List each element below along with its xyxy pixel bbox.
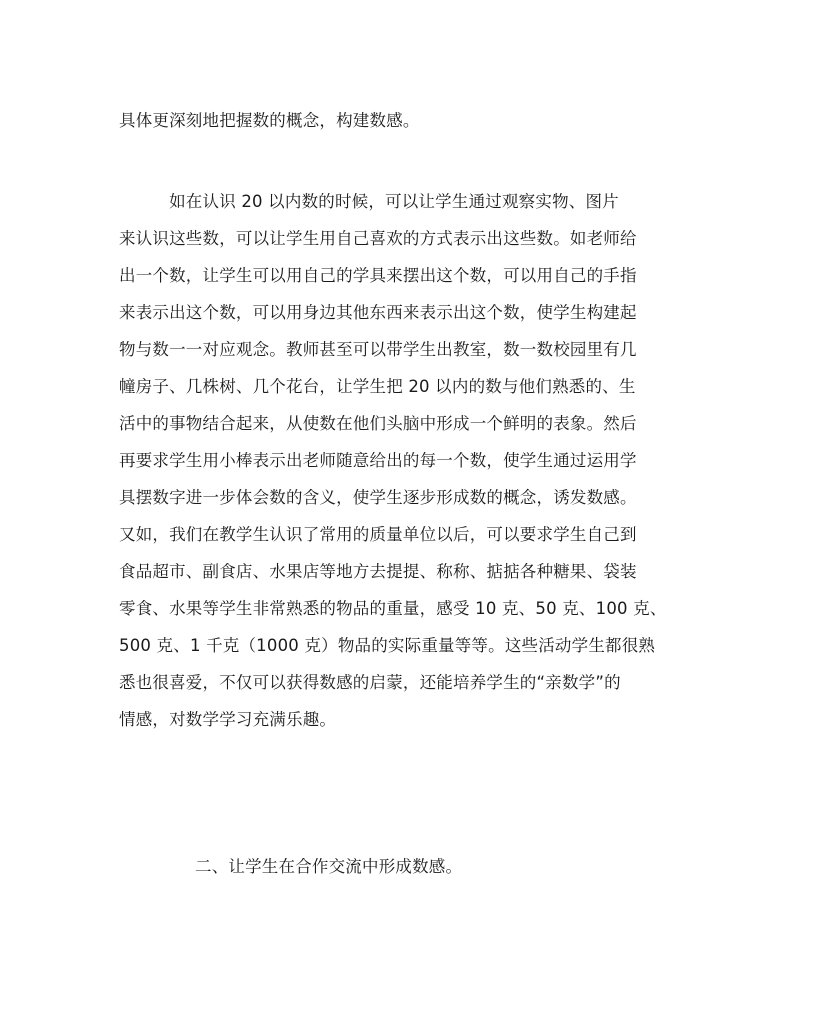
paragraph-line: 来认识这些数，可以让学生用自己喜欢的方式表示出这些数。如老师给 xyxy=(119,229,637,248)
paragraph-line: 食品超市、副食店、水果店等地方去提提、称称、掂掂各种糖果、袋装 xyxy=(119,562,637,581)
paragraph-line: 幢房子、几株树、几个花台，让学生把 20 以内的数与他们熟悉的、生 xyxy=(119,377,636,396)
paragraph-line: 500 克、1 千克（1000 克）物品的实际重量等等。这些活动学生都很熟 xyxy=(119,636,656,655)
paragraph-line: 零食、水果等学生非常熟悉的物品的重量，感受 10 克、50 克、100 克、 xyxy=(119,599,667,618)
section-heading: 二、让学生在合作交流中形成数感。 xyxy=(195,857,463,876)
paragraph-line: 悉也很喜爱，不仅可以获得数感的启蒙，还能培养学生的“亲数学”的 xyxy=(119,673,621,692)
paragraph-line: 活中的事物结合起来，从使数在他们头脑中形成一个鲜明的表象。然后 xyxy=(119,414,637,433)
paragraph-line: 又如，我们在教学生认识了常用的质量单位以后，可以要求学生自己到 xyxy=(119,525,637,544)
paragraph-line: 出一个数，让学生可以用自己的学具来摆出这个数，可以用自己的手指 xyxy=(119,266,637,285)
paragraph-line: 再要求学生用小棒表示出老师随意给出的每一个数，使学生通过运用学 xyxy=(119,451,637,470)
paragraph-line: 具体更深刻地把握数的概念，构建数感。 xyxy=(119,111,420,130)
paragraph-line: 如在认识 20 以内数的时候，可以让学生通过观察实物、图片 xyxy=(119,192,619,211)
paragraph-line: 来表示出这个数，可以用身边其他东西来表示出这个数，使学生构建起 xyxy=(119,303,637,322)
paragraph-line: 物与数一一对应观念。教师甚至可以带学生出教室，数一数校园里有几 xyxy=(119,340,637,359)
paragraph-line: 具摆数字进一步体会数的含义，使学生逐步形成数的概念，诱发数感。 xyxy=(119,488,637,507)
paragraph-line: 情感，对数学学习充满乐趣。 xyxy=(119,710,337,729)
